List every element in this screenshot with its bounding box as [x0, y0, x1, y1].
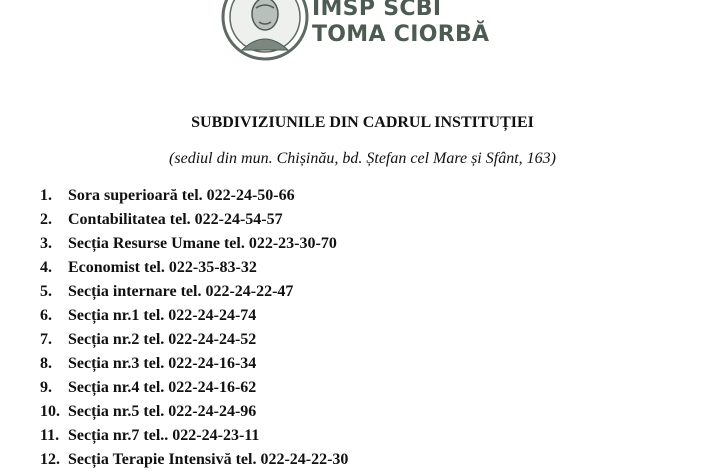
item-text: Secția Terapie Intensivă tel. 022-24-22-30 [68, 451, 349, 468]
list-item [40, 282, 348, 306]
list-item [40, 306, 348, 330]
item-text: Secția nr.5 tel. 022-24-24-96 [68, 403, 257, 420]
list-item [40, 210, 348, 234]
item-number: 5. [40, 283, 52, 300]
item-number: 1. [40, 187, 52, 204]
item-number: 7. [40, 331, 52, 348]
item-number: 10. [40, 403, 60, 420]
list-item [40, 450, 348, 474]
item-text: Secția nr.2 tel. 022-24-24-52 [68, 331, 257, 348]
item-text: Sora superioară tel. 022-24-50-66 [68, 187, 295, 204]
logo-line-2: TOMA CIORBĂ [312, 22, 490, 47]
item-number: 8. [40, 355, 52, 372]
item-number: 3. [40, 235, 52, 252]
list-item [40, 402, 348, 426]
institution-seal [220, 0, 310, 69]
logo-line-1: IMSP SCBI [312, 0, 442, 21]
item-number: 12. [40, 451, 60, 468]
item-text: Economist tel. 022-35-83-32 [68, 259, 257, 276]
list-item [40, 378, 348, 402]
item-text: Secția nr.3 tel. 022-24-16-34 [68, 355, 257, 372]
list-item [40, 186, 348, 210]
item-text: Secția Resurse Umane tel. 022-23-30-70 [68, 235, 337, 252]
item-number: 4. [40, 259, 52, 276]
seal-portrait-icon [220, 0, 310, 64]
item-number: 2. [40, 211, 52, 228]
list-item [40, 354, 348, 378]
item-number: 9. [40, 379, 52, 396]
item-number: 6. [40, 307, 52, 324]
list-item [40, 330, 348, 354]
document-title: SUBDIVIZIUNILE DIN CADRUL INSTITUȚIEI [191, 114, 534, 131]
item-text: Secția internare tel. 022-24-22-47 [68, 283, 294, 300]
list-item [40, 426, 348, 450]
document-subtitle: (sediul din mun. Chișinău, bd. Ștefan cel Mare și Sfânt, 163) [169, 150, 556, 167]
item-text: Secția nr.4 tel. 022-24-16-62 [68, 379, 257, 396]
list-item [40, 234, 348, 258]
item-number: 11. [40, 427, 60, 444]
item-text: Secția nr.7 tel.. 022-24-23-11 [68, 427, 260, 444]
list-item [40, 258, 348, 282]
item-text: Secția nr.1 tel. 022-24-24-74 [68, 307, 257, 324]
subdivisions-list [40, 186, 348, 474]
institution-logo-text [312, 0, 489, 48]
item-text: Contabilitatea tel. 022-24-54-57 [68, 211, 283, 228]
